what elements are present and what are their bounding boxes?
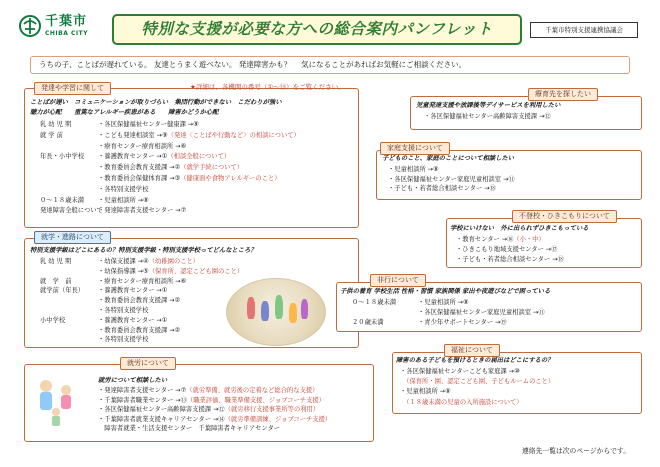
page-title-box [112, 14, 522, 45]
welfare-tag: 福祉について [444, 344, 500, 357]
row-entry: ・各区保健福祉センター高齢障害支援課 →⑫（就労移行支援事業所等の利用） [98, 406, 320, 414]
row-category: 発達障害全般について [40, 207, 103, 215]
row-entry: ・発達障害者支援センター →⑦ [98, 207, 187, 215]
row-entry: ・療育センター療育相談所 →⑥ [98, 277, 187, 285]
row-category: ０～１８歳未満 [40, 196, 85, 204]
work-tag: 就労について [120, 357, 176, 370]
work-lead: 就労について相談したい [98, 377, 168, 384]
row-entry: ・各区保健福祉センター健康課 →⑨ [98, 121, 199, 128]
family-icon [28, 372, 88, 432]
delinquency-tag: 非行について [370, 274, 426, 287]
row-entry: ・児童相談所 →⑧ [388, 166, 439, 173]
row-category: ２０歳未満 [352, 319, 384, 326]
row-entry: ・教育委員会教育支援課 →② [98, 326, 181, 334]
row-entry: ・教育センター →⑯（小・中） [456, 236, 545, 243]
family-illustration [28, 372, 88, 432]
logo-text: 千葉市 [45, 14, 88, 29]
row-entry: ・児童相談所 →⑧ [400, 388, 451, 396]
row-category: 乳 幼 児 期 [40, 258, 72, 265]
row-entry: ・発達障害者支援センター →⑦（就労準備、就労後の定着など総合的な支援） [98, 387, 319, 394]
row-entry: ・幼保指導課 →⑤（保育所、認定こども園のこと） [98, 267, 244, 275]
detail-note: ★詳細は、各機関の番号（①～⑲）をご覧ください。 [190, 83, 345, 91]
row-entry: ・養護教育センター →① [98, 287, 168, 295]
row-category: ０～１８歳未満 [352, 299, 397, 306]
row-category: 小中学校 [40, 316, 66, 324]
row-note: （発達〈ことばや行動など〉の相談について） [167, 131, 300, 139]
row-category: 年長・小中学校 [40, 153, 85, 161]
row-entry: ・千葉障害者就業支援キャリアセンター →⑭（就労準備訓練、ジョブコーチ支援） [98, 415, 332, 423]
school-tag: 就学・進路について [34, 231, 111, 244]
development-tag: 発達や学習に関して [34, 82, 111, 95]
row-note: （職業評価、職業準備支援、ジョブコーチ支援） [186, 396, 325, 404]
row-entry: ・各特別支援学校 [98, 185, 149, 193]
row-entry: ・ひきこもり地域支援センター →⑰ [456, 246, 558, 253]
family-lead: 子どものこと、家庭のことについて相談したい [382, 155, 515, 162]
row-note: （相談全般について） [167, 153, 231, 161]
delinquency-lead: 子供の養育 学校生活 性格・習慣 家族関係 家出や夜遊びなどで困っている [340, 288, 551, 295]
row-entry: ・養護教育センター →①（相談全般について） [98, 153, 231, 161]
row-entry: （保育所・園、認定こども園、子どもルームのこと） [400, 378, 555, 386]
row-note: （就労移行支援事業所等の利用） [224, 406, 320, 414]
row-note: （幼稚園のこと） [148, 258, 200, 265]
row-entry: ・各特別支援学校 [98, 336, 149, 344]
row-entry: ・教育委員会教育支援課 →②（就学手続について） [98, 164, 244, 172]
row-entry: （１８歳未満の児童の入所施設について） [400, 398, 523, 406]
row-entry: ・こども発達相談室 →⑨（発達〈ことばや行動など〉の相談について） [98, 131, 300, 139]
row-entry: ・各特別支援学校 [98, 307, 149, 314]
row-entry: ・教育委員会保健体育課 →③（健康面や食物アレルギーのこと） [98, 175, 281, 182]
row-entry: ・各区保健福祉センター家庭児童相談室 →⑪ [418, 309, 545, 316]
row-category: 就 学 前 [40, 131, 63, 139]
row-entry: ・各区保健福祉センターこども家庭課 →⑩ [400, 368, 520, 375]
care-tag: 療育先を探したい [528, 88, 598, 101]
logo-subtext: CHIBA CITY [45, 30, 89, 37]
row-note: （就学手続について） [180, 164, 244, 172]
row-entry: ・児童相談所 →⑧ [98, 196, 149, 204]
row-entry: 障害者就業・生活支援センター 千葉障害者キャリアセンター [98, 425, 281, 433]
row-note: （就労準備、就労後の定着など総合的な支援） [186, 387, 319, 394]
row-category: 就学前（年長） [40, 287, 85, 295]
footer-note: 連絡先一覧は次のページからです。 [521, 446, 630, 455]
row-entry: ・児童相談所 →⑧ [418, 299, 469, 306]
absence-tag: 不登校・ひきこもりについて [512, 210, 617, 223]
development-lead-2: 聴力が心配 重篤なアレルギー疾患がある 障害かどうか心配 [30, 109, 219, 116]
row-note: （就労準備訓練、ジョブコーチ支援） [224, 415, 332, 423]
row-entry: ・養護教育センター →① [98, 316, 168, 324]
row-entry: ・千葉障害者職業センター →⑬（職業評価、職業準備支援、ジョブコーチ支援） [98, 396, 325, 404]
row-entry: ・青少年サポートセンター →⑲ [418, 319, 507, 326]
row-note: （保育所、認定こども園のこと） [148, 267, 244, 275]
absence-lead: 学校にいけない 外に出られずひきこもっている [450, 225, 589, 232]
school-lead: 特別支援学級はどこにあるの？特別支援学級・特別支援学校ってどんなところ？ [30, 247, 257, 254]
family-tag: 家庭支援について [380, 142, 450, 155]
city-logo [18, 14, 98, 42]
development-lead-1: ことばが遅い コミュニケーションが取りづらい 集団行動ができない こだわりが強い [30, 99, 282, 106]
row-entry: ・子ども・若者総合相談センター →⑱ [456, 256, 564, 263]
row-entry: ・子ども・若者総合相談センター →⑱ [388, 185, 496, 192]
children-photo [226, 278, 326, 346]
row-entry: ・教育委員会教育支援課 →② [98, 297, 181, 305]
row-category: 乳 幼 児 期 [40, 121, 72, 128]
row-category: 就 学 前 [40, 277, 72, 285]
row-note: （健康面や食物アレルギーのこと） [180, 175, 281, 182]
page-title: 特別な支援が必要な方への総合案内パンフレット [141, 19, 493, 38]
intro-banner: うちの子、ことばが遅れている。 友達とうまく遊べない。 発達障害かも？ 気になることがあればお気軽にご相談ください。 [30, 56, 630, 74]
row-entry: ・幼保支援課 →④（幼稚園のこと） [98, 258, 200, 265]
row-entry: ・各区保健福祉センター家庭児童相談室 →⑪ [388, 175, 515, 183]
row-entry: ・各区保健福祉センター高齢障害支援課 →⑫ [424, 113, 551, 120]
chiba-emblem-icon [18, 14, 42, 38]
row-entry: ・療育センター療育相談所 →⑥ [98, 142, 187, 150]
row-note: （小・中） [513, 236, 545, 243]
care-lead: 児童発達支援や放課後等デイサービスを利用したい [416, 102, 561, 109]
welfare-lead: 障害のある子どもを預けるときの届出はどこにするの？ [396, 357, 554, 364]
organization-box: 千葉市特別支援連携協議会 [530, 22, 638, 38]
